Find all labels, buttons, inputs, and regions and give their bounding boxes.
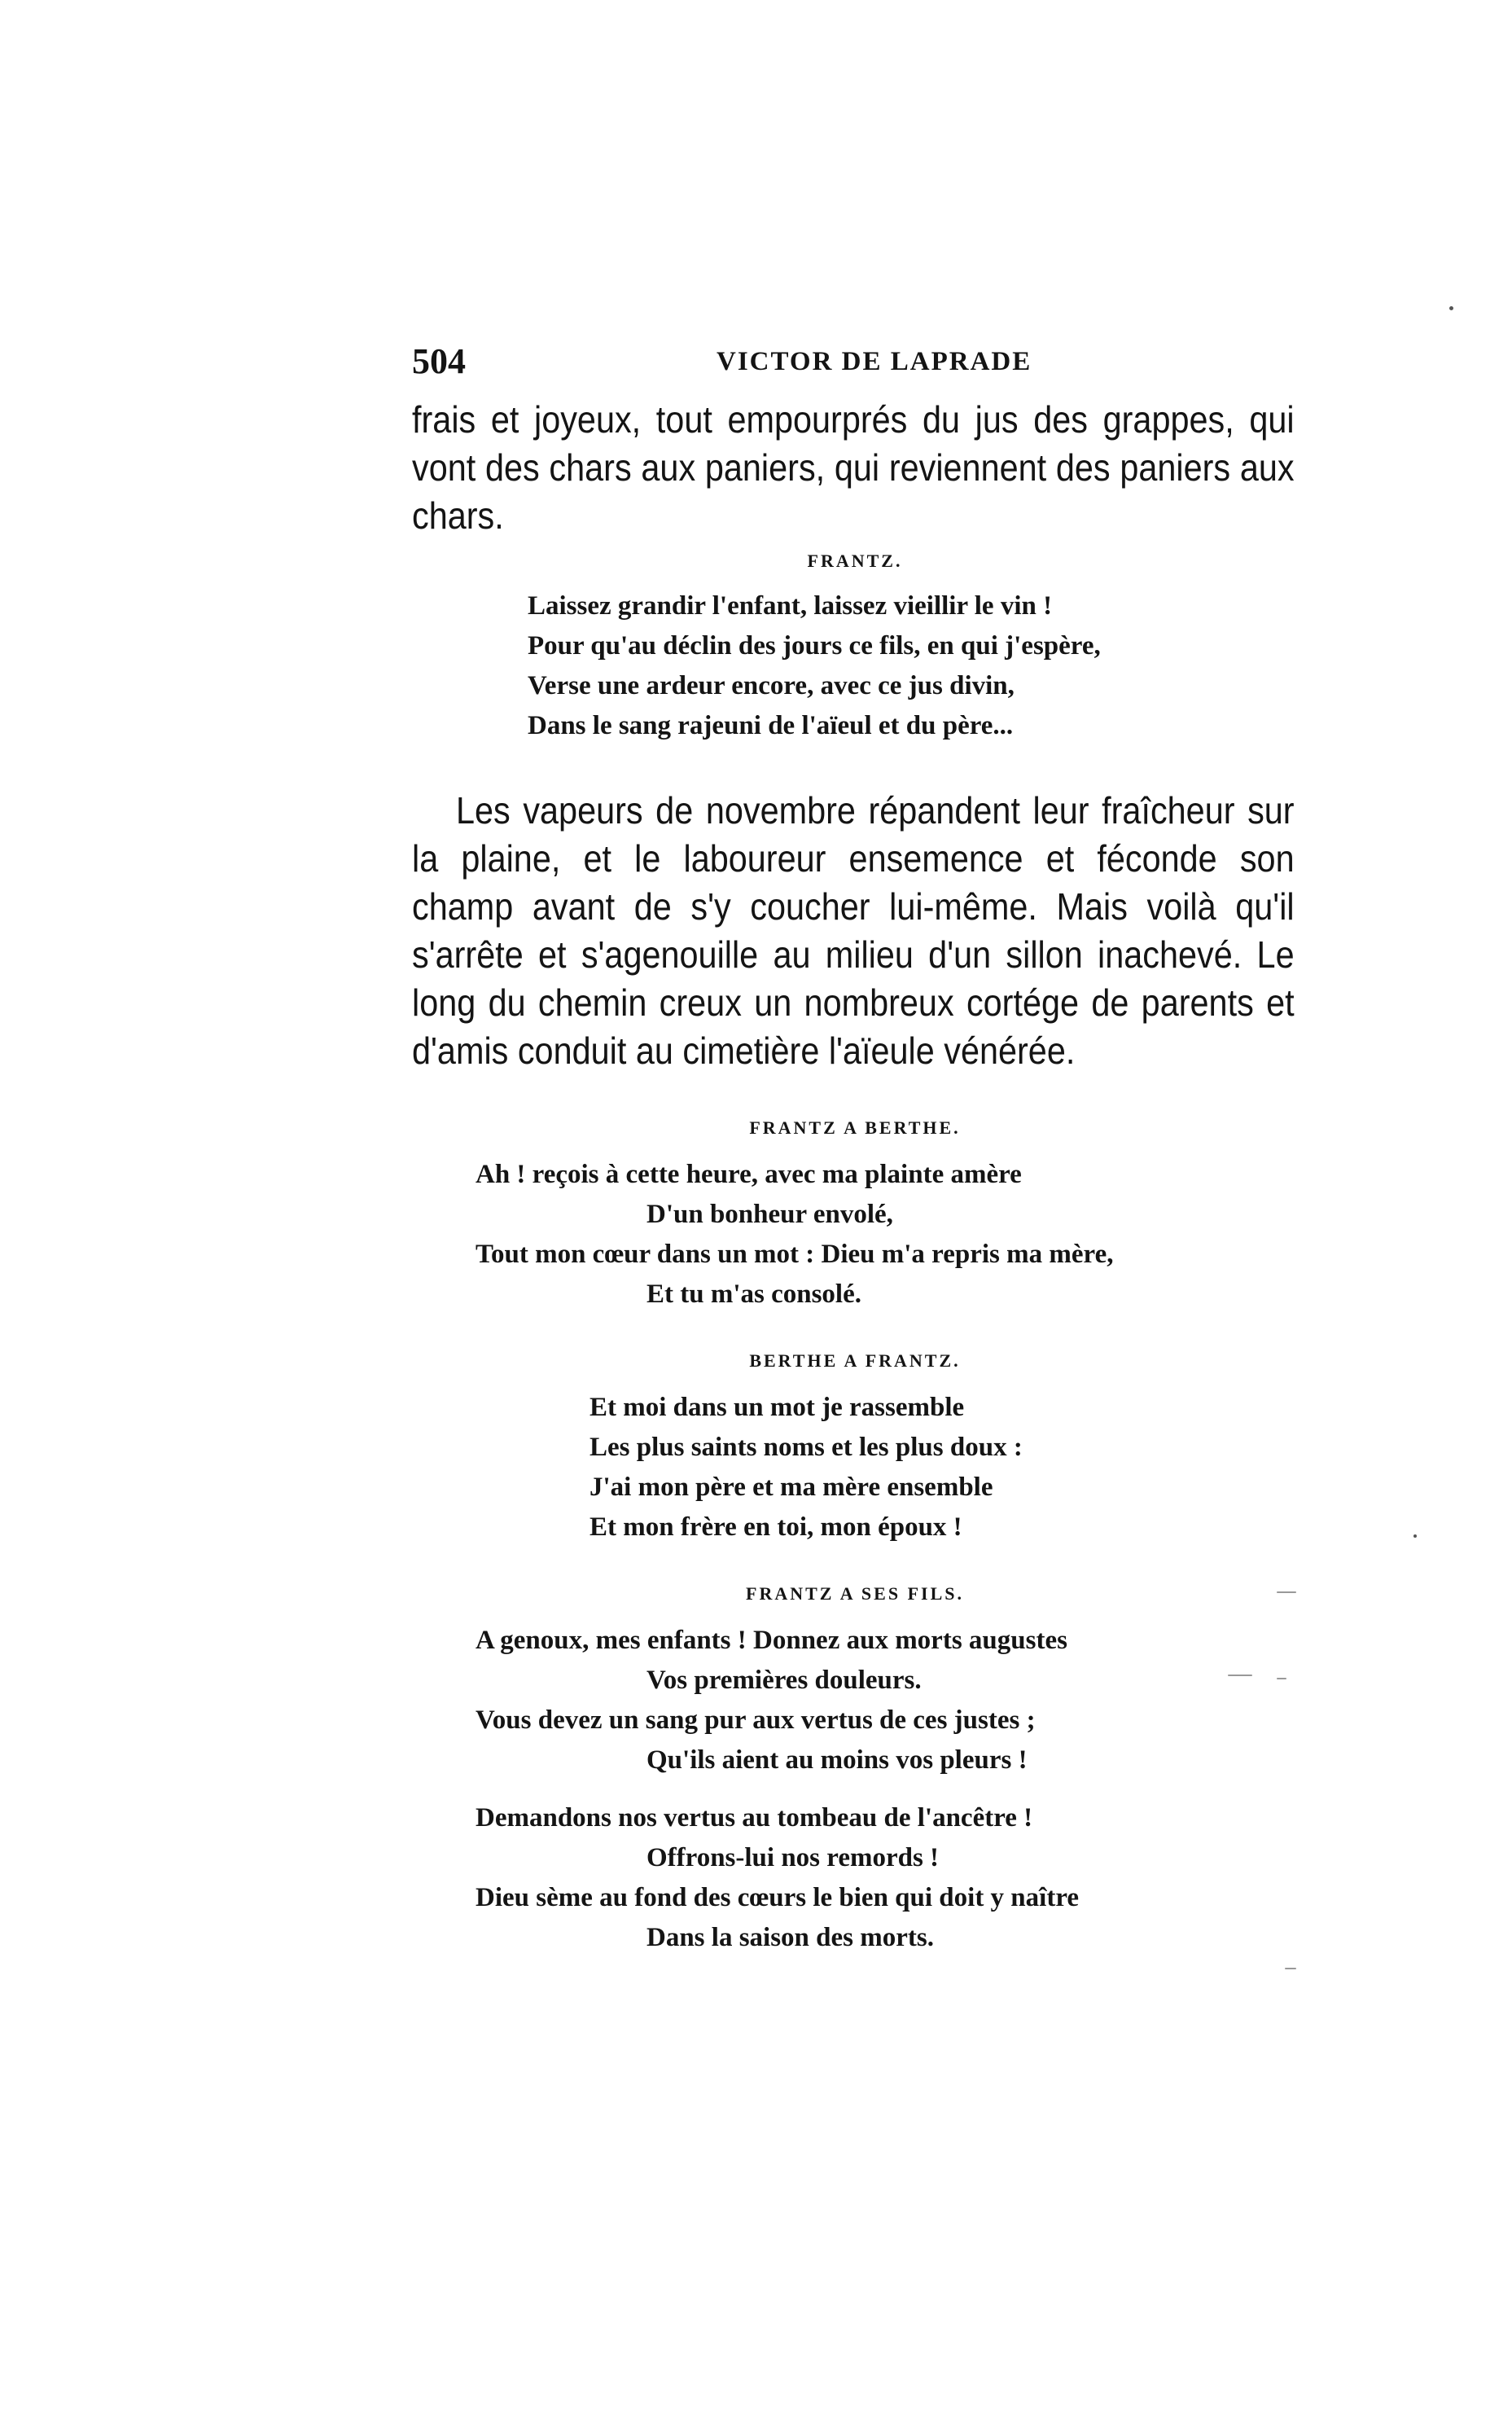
verse-frantz-a-ses-fils: [476, 1621, 1079, 1958]
verse-line: Les plus saints noms et les plus doux :: [589, 1433, 1023, 1462]
verse-line: J'ai mon père et ma mère ensemble: [589, 1473, 993, 1502]
stanza-gap: [476, 1780, 1079, 1798]
speaker-berthe-a-frantz: BERTHE A FRANTZ.: [749, 1350, 961, 1371]
page-number: 504: [412, 341, 466, 381]
verse-line: Verse une ardeur encore, avec ce jus divin,: [528, 671, 1015, 700]
verse-line: Pour qu'au déclin des jours ce fils, en qui j'espère,: [528, 631, 1101, 661]
scan-speck: [1228, 1675, 1252, 1676]
verse-line: Ah ! reçois à cette heure, avec ma plainte amère: [476, 1160, 1022, 1189]
speaker-frantz-a-ses-fils: FRANTZ A SES FILS.: [746, 1583, 964, 1604]
verse-line: Offrons-lui nos remords !: [646, 1843, 940, 1872]
verse-line: Laissez grandir l'enfant, laissez vieillir le vin !: [528, 591, 1053, 621]
verse-line: Tout mon cœur dans un mot : Dieu m'a repris ma mère,: [476, 1240, 1114, 1269]
scan-speck: [1413, 1534, 1417, 1538]
verse-berthe-a-frantz: [589, 1388, 1023, 1547]
verse-frantz: [528, 586, 1101, 746]
scan-speck: [1277, 1591, 1296, 1593]
speaker-frantz-a-berthe: FRANTZ A BERTHE.: [749, 1117, 961, 1138]
verse-line: Vos premières douleurs.: [646, 1666, 922, 1695]
verse-line: Dieu sème au fond des cœurs le bien qui doit y naître: [476, 1883, 1080, 1912]
verse-frantz-a-berthe: [476, 1155, 1113, 1315]
verse-line: D'un bonheur envolé,: [646, 1200, 893, 1229]
prose-paragraph-2: Les vapeurs de novembre répandent leur fraîcheur sur la plaine, et le laboureur ensemence et féconde son champ avant de s'y coucher lui-même. Mais voilà qu'il s'arrête et s'agenouille au milieu d'un sillon inachevé. Le long du chemin creux un nombreux cortége de parents et d'amis conduit au cimetière l'aïeule vénérée.: [412, 789, 1295, 1072]
verse-line: Et moi dans un mot je rassemble: [589, 1393, 965, 1422]
page-header: [412, 340, 1308, 389]
verse-line: Demandons nos vertus au tombeau de l'ancêtre !: [476, 1803, 1033, 1833]
verse-line: Et mon frère en toi, mon époux !: [589, 1512, 962, 1542]
verse-line: Vous devez un sang pur aux vertus de ces justes ;: [476, 1705, 1036, 1735]
verse-line: Et tu m'as consolé.: [646, 1280, 861, 1309]
scan-speck: [1285, 1968, 1296, 1969]
verse-line: Qu'ils aient au moins vos pleurs !: [646, 1745, 1028, 1775]
scan-speck: [1449, 306, 1453, 310]
prose-paragraph-1: frais et joyeux, tout empourprés du jus des grappes, qui vont des chars aux paniers, qui reviennent des paniers aux chars.: [412, 398, 1295, 537]
verse-line: Dans le sang rajeuni de l'aïeul et du père...: [528, 711, 1014, 740]
speaker-frantz: FRANTZ.: [807, 551, 903, 571]
running-head: VICTOR DE LAPRADE: [717, 347, 1032, 376]
scan-speck: [1277, 1678, 1286, 1679]
verse-line: Dans la saison des morts.: [646, 1923, 934, 1952]
verse-line: A genoux, mes enfants ! Donnez aux morts augustes: [476, 1626, 1067, 1655]
